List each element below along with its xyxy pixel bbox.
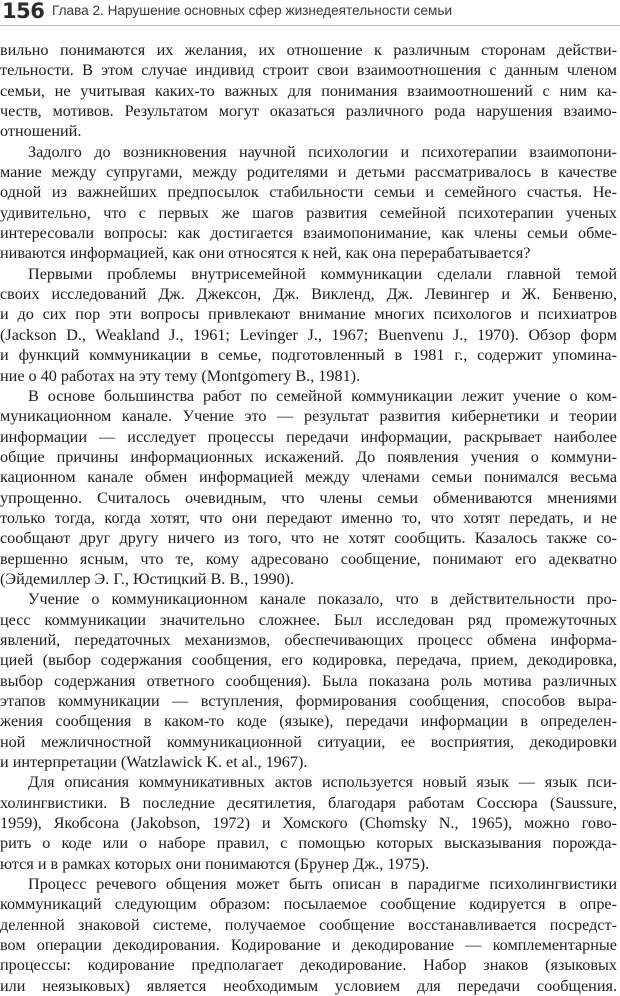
text-line: информации — исследует процессы передачи информации, раскрывает наиболее <box>0 427 617 446</box>
text-line: 1959), Якобсона (Jakobson, 1972) и Хомского (Chomsky N., 1965), можно гово- <box>0 814 617 833</box>
text-line: ние о 40 работах на эту тему (Montgomery B., 1981). <box>0 366 361 385</box>
text-line: (Эйдемиллер Э. Г., Юстицкий В. В., 1990). <box>0 569 295 588</box>
text-line: цесс коммуникации значительно сложнее. Был исследован ряд промежуточных <box>0 610 617 629</box>
paragraph-first-line: Задолго до возникновения научной психологии и психотерапии взаимопони- <box>28 142 617 161</box>
body-text <box>0 40 617 996</box>
text-line: интересовали вопросы: как достигается взаимопонимание, как члены семьи обме- <box>0 224 617 243</box>
text-line: ются и в рамках которых они понимаются (Брунер Дж., 1975). <box>0 854 430 873</box>
text-line: жения сообщения в каком-то коде (языке), передачи информации в определен- <box>0 712 617 731</box>
text-line: и функций коммуникации в семье, подготовленный в 1981 г., содержит упомина- <box>0 346 617 365</box>
text-line: тельности. В этом случае индивид строит свои взаимоотношения с данным членом <box>0 61 617 80</box>
text-line: ной межличностной коммуникационной ситуации, ее восприятия, декодировки <box>0 732 617 751</box>
text-line: деленной знаковой системе, получаемое сообщение восстанавливается посредст- <box>0 915 617 934</box>
text-line: процессы: кодирование предполагает декодирование. Набор знаков (языковых <box>0 956 617 975</box>
text-line: упрощенно. Считалось очевидным, что члены семьи обмениваются мнениями <box>0 488 617 507</box>
text-line: ниваются информацией, как они относятся к ней, как она перерабатывается? <box>0 244 531 263</box>
header-rule <box>0 25 620 26</box>
text-line: сообщают друг другу ничего из того, что не хотят сообщить. Казалось также со- <box>0 529 617 548</box>
text-line: (Jackson D., Weakland J., 1961; Levinger J., 1967; Buenvenu J., 1970). Обзор форм <box>0 325 617 344</box>
text-line: рить о коде или о наборе правил, с помощью которых высказывания порожда- <box>0 834 617 853</box>
text-line: цией (выбор содержания сообщения, его кодировка, передача, прием, декодировка, <box>0 651 617 670</box>
text-line: этапов коммуникации — вступления, формирования сообщения, способов выра- <box>0 692 617 710</box>
paragraph-first-line: Процесс речевого общения может быть описан в парадигме психолингвистики <box>28 875 617 894</box>
paragraph-first-line: Учение о коммуникационном канале показало, что в действительности про- <box>28 590 617 609</box>
text-line: явлений, передаточных механизмов, обеспечивающих процесс обмена информа- <box>0 630 617 649</box>
text-line: кационном канале обмен информацией между членами семьи понимался весьма <box>0 468 617 487</box>
text-line: мание между супругами, между родителями и детьми рассматривалось в качестве <box>0 163 617 182</box>
text-line: и до сих пор эти вопросы привлекают внимание многих психологов и психиатров <box>0 305 617 324</box>
text-line: холингвистики. В последние десятилетия, благодаря работам Соссюра (Saussure, <box>0 793 617 812</box>
paragraph-first-line: Первыми проблемы внутрисемейной коммуникации сделали главной темой <box>28 264 617 283</box>
text-line: честв, мотивов. Результатом могут оказаться различного рода нарушения взаимо- <box>0 102 617 121</box>
text-line: семьи, не учитывая каких-то важных для понимания взаимоотношений с ним ка- <box>0 81 617 100</box>
running-title: Глава 2. Нарушение основных сфер жизнедеятельности семьи <box>52 3 453 18</box>
text-line: одной из важнейших предпосылок стабильности семьи и семейного счастья. Не- <box>0 183 617 202</box>
text-line: муникационном канале. Учение это — результат развития кибернетики и теории <box>0 407 617 426</box>
page-header <box>0 0 620 26</box>
text-line: выбор содержания ответного сообщения). Была показана роль мотива различных <box>0 671 617 690</box>
text-line: вом операции декодирования. Кодирование и декодирование — комплементарные <box>0 936 617 955</box>
text-line: общие причины информационных искажений. До появления учения о коммуни- <box>0 447 617 466</box>
text-line: вильно понимаются их желания, их отношение к различным сторонам действи- <box>0 41 617 59</box>
text-line: только тогда, когда хотят, что они передают именно то, что хотят передать, и не <box>0 508 617 527</box>
page-number: 156 <box>2 0 45 23</box>
text-line: коммуникаций следующим образом: посылаемое сообщение кодируется в опре- <box>0 895 617 914</box>
text-line: удивительно, что с первых же шагов развития семейной психотерапии ученых <box>0 203 617 222</box>
text-line: своих исследований Дж. Джексон, Дж. Викленд, Дж. Левингер и Ж. Бенвеню, <box>0 285 617 304</box>
text-line: или неязыковых) является необходимым условием для передачи сообщения. <box>0 976 617 995</box>
paragraph-first-line: В основе большинства работ по семейной коммуникации лежит учение о ком- <box>28 386 617 405</box>
text-line: вершенно ясным, что те, кому адресовано сообщение, понимают его адекватно <box>0 549 617 568</box>
text-line: отношений. <box>0 122 82 141</box>
text-line: и интерпретации (Watzlawick K. et al., 1967). <box>0 753 308 772</box>
paragraph-first-line: Для описания коммуникативных актов используется новый язык — язык пси- <box>28 773 617 792</box>
